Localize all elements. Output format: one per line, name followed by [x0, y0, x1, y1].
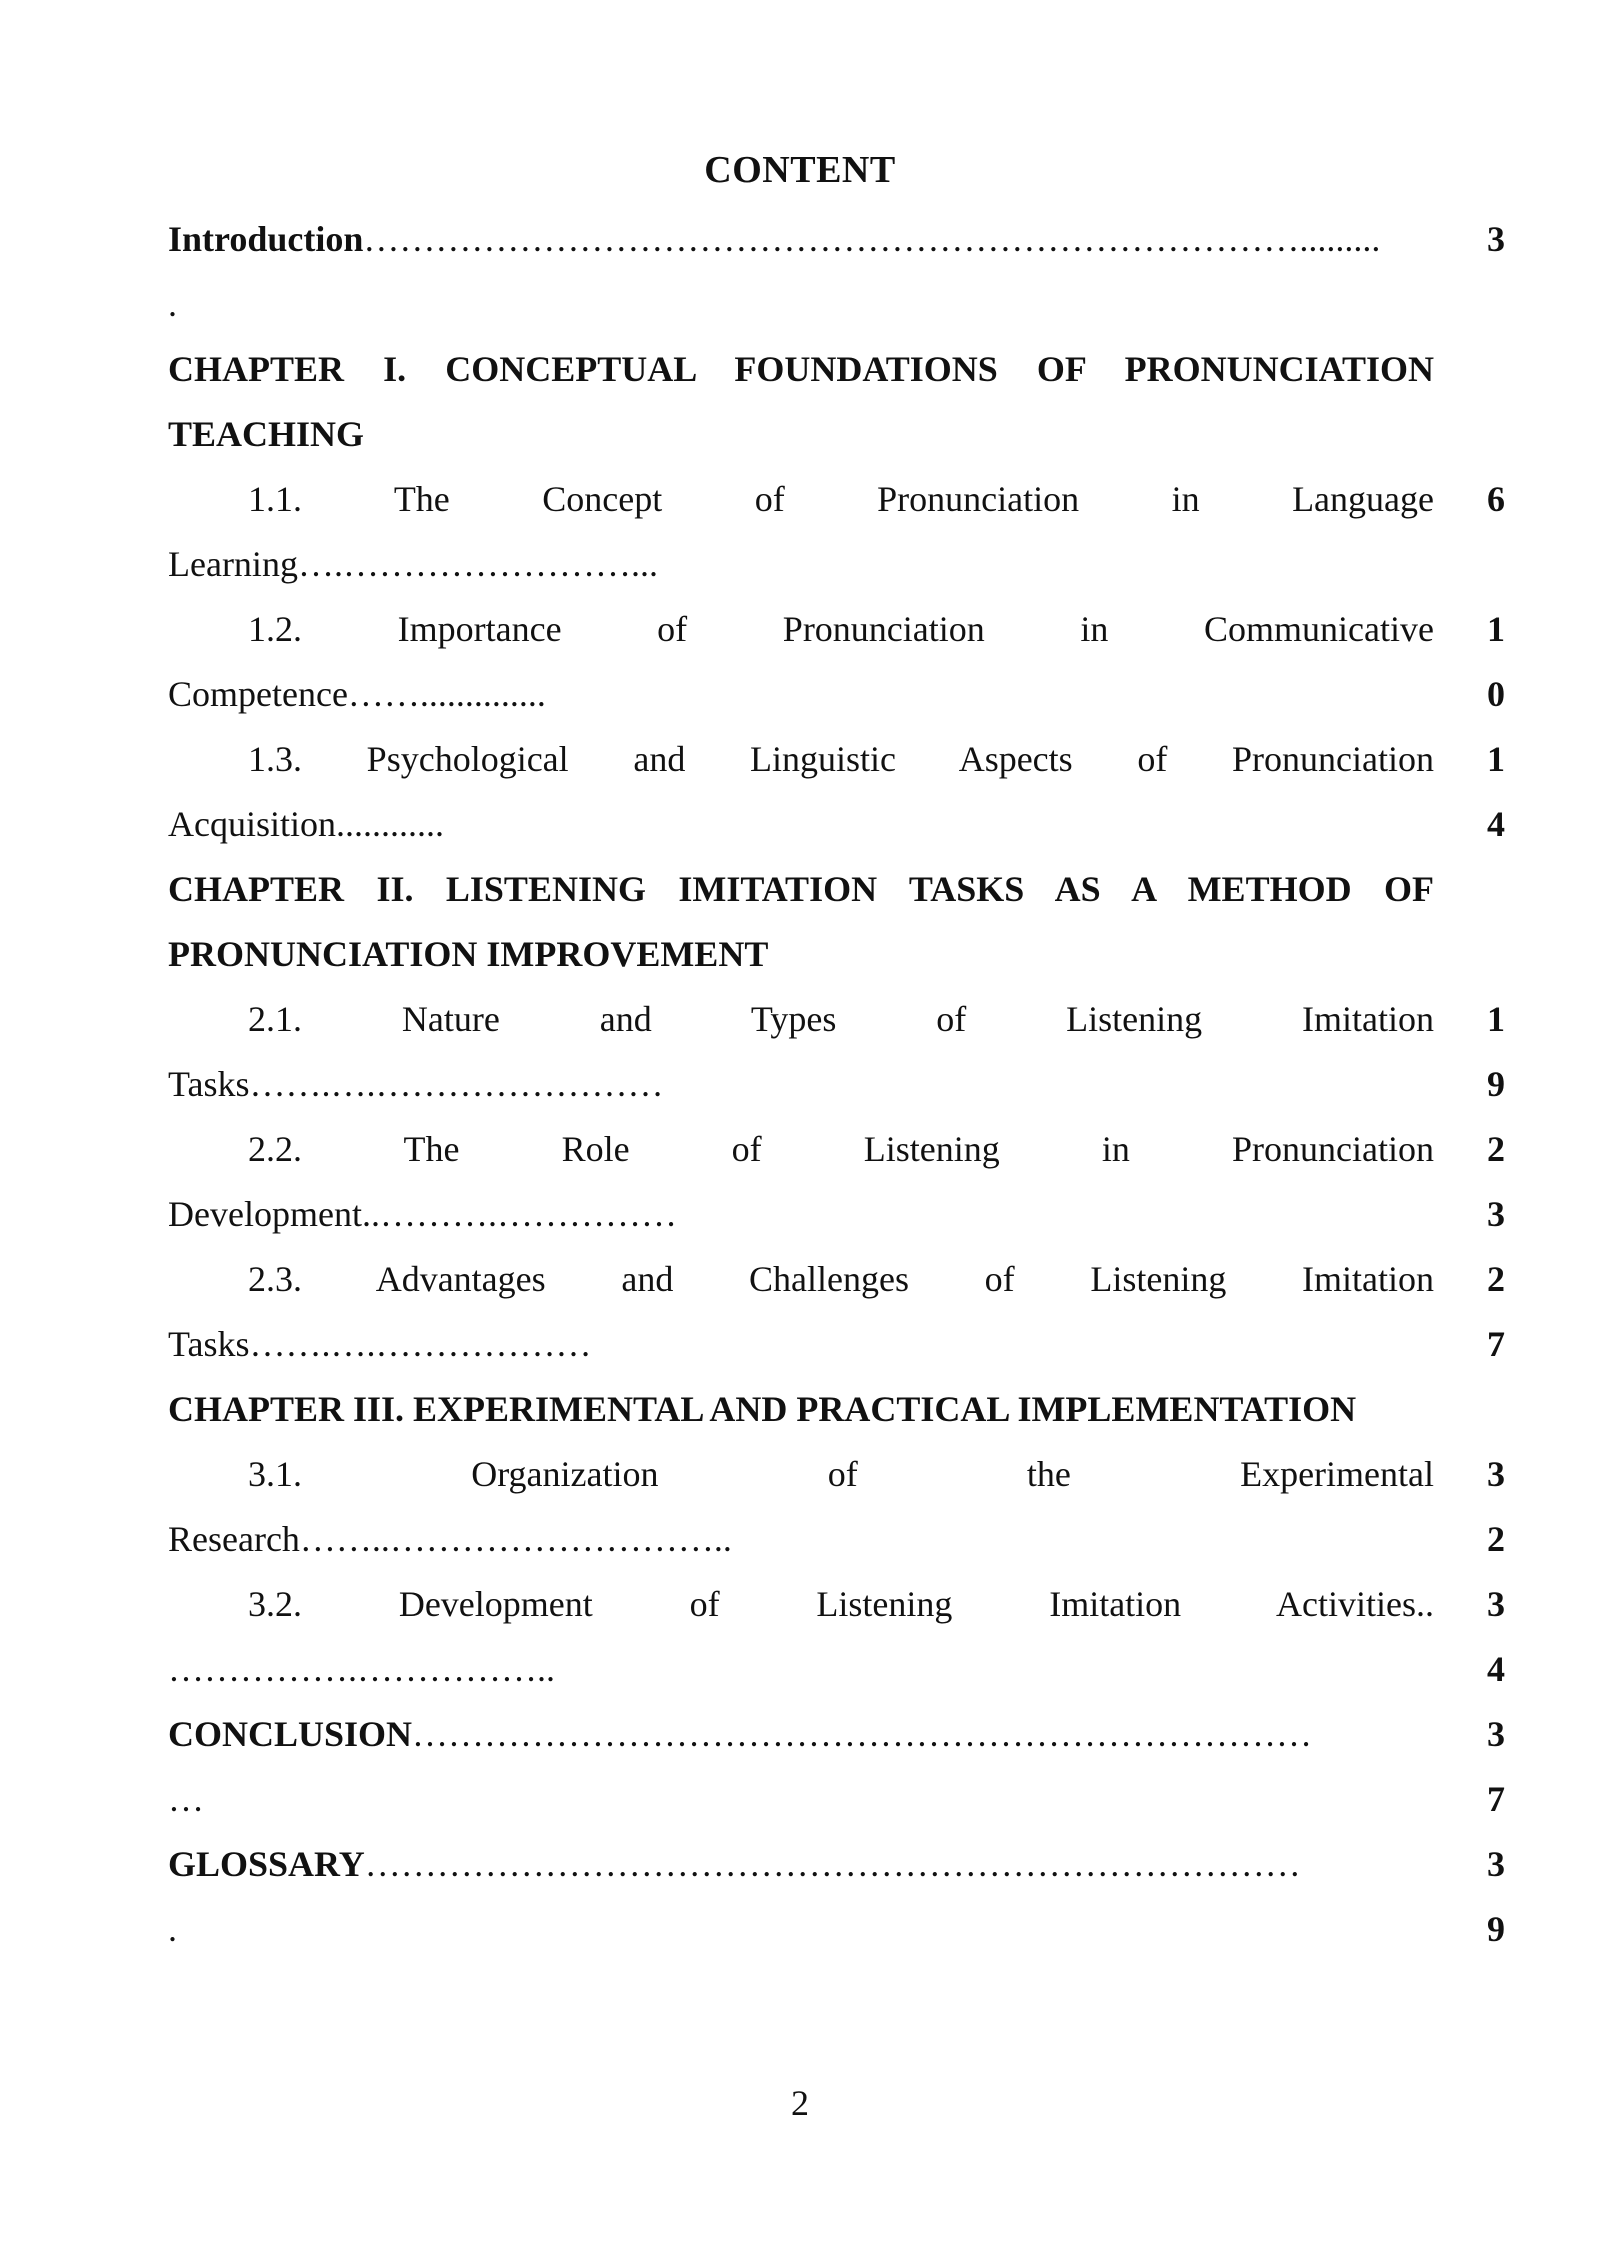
- page-ref: 3: [1487, 1714, 1505, 1754]
- page-ref: 2: [1487, 1129, 1505, 1169]
- toc-entry-2-3-continuation: Tasks…….….………………: [168, 1324, 592, 1364]
- toc-entry-2-1: 2.1. Nature and Types of Listening Imitation: [248, 999, 1434, 1039]
- chapter-heading-1-continuation: TEACHING: [168, 414, 365, 454]
- toc-title: CONTENT: [704, 149, 896, 191]
- page-ref: 1: [1487, 739, 1505, 779]
- toc-entry-continuation: .: [168, 1909, 177, 1949]
- toc-entry-1-3-continuation: Acquisition............: [168, 804, 444, 844]
- toc-entry-2-2: 2.2. The Role of Listening in Pronunciation: [248, 1129, 1434, 1169]
- page-ref: 4: [1487, 804, 1505, 844]
- toc-entry-1-1: 1.1. The Concept of Pronunciation in Language: [248, 479, 1434, 519]
- toc-entry-3-1: 3.1. Organization of the Experimental: [248, 1454, 1434, 1494]
- toc-entry-3-2: 3.2. Development of Listening Imitation Activities..: [248, 1584, 1434, 1624]
- toc-entry-continuation: .: [168, 284, 177, 324]
- page-ref: 1: [1487, 609, 1505, 649]
- toc-entry-2-1-continuation: Tasks…….….……………………: [168, 1064, 664, 1104]
- toc-entry-2-2-continuation: Development..……….……………: [168, 1194, 677, 1234]
- toc-entry-1-1-continuation: Learning….……………………...: [168, 544, 658, 584]
- page-ref: 9: [1487, 1909, 1505, 1949]
- page-ref: 0: [1487, 674, 1505, 714]
- page-ref: 3: [1487, 1584, 1505, 1624]
- toc-entry-3-1-continuation: Research……..………………………..: [168, 1519, 732, 1559]
- chapter-heading-2: CHAPTER II. LISTENING IMITATION TASKS AS A METHOD OF: [168, 869, 1434, 909]
- toc-entry-conclusion: [168, 1701, 1434, 1767]
- page-ref: 3: [1487, 1454, 1505, 1494]
- page-ref: 3: [1487, 1194, 1505, 1234]
- toc-entry-1-2: 1.2. Importance of Pronunciation in Communicative: [248, 609, 1434, 649]
- chapter-heading-1: CHAPTER I. CONCEPTUAL FOUNDATIONS OF PRONUNCIATION: [168, 349, 1434, 389]
- toc-entry-3-2-continuation: …………….……………..: [168, 1649, 555, 1689]
- toc-entry-introduction: [168, 206, 1434, 272]
- page-number: 2: [791, 2083, 809, 2123]
- page-ref: 6: [1487, 479, 1505, 519]
- page-ref: 4: [1487, 1649, 1505, 1689]
- page-ref: 1: [1487, 999, 1505, 1039]
- introduction-label: Introduction: [168, 219, 364, 259]
- toc-entry-continuation: …: [168, 1779, 204, 1819]
- toc-entry-glossary: [168, 1831, 1434, 1897]
- chapter-heading-3: CHAPTER III. EXPERIMENTAL AND PRACTICAL IMPLEMENTATION: [168, 1389, 1357, 1429]
- page-ref: 7: [1487, 1324, 1505, 1364]
- leader-dots: …………………………………………………………………….........: [363, 219, 1381, 259]
- glossary-label: GLOSSARY: [168, 1844, 365, 1884]
- page-ref: 9: [1487, 1064, 1505, 1104]
- leader-dots: ……………………………………………………………………: [364, 1844, 1301, 1884]
- toc-entry-2-3: 2.3. Advantages and Challenges of Listening Imitation: [248, 1259, 1434, 1299]
- page-ref: 2: [1487, 1519, 1505, 1559]
- page-ref: 2: [1487, 1259, 1505, 1299]
- page-ref: 3: [1487, 219, 1505, 259]
- toc-entry-1-3: 1.3. Psychological and Linguistic Aspects of Pronunciation: [248, 739, 1434, 779]
- chapter-heading-2-continuation: PRONUNCIATION IMPROVEMENT: [168, 934, 769, 974]
- page-ref: 3: [1487, 1844, 1505, 1884]
- leader-dots: …………………………………………………………………: [412, 1714, 1313, 1754]
- toc-entry-1-2-continuation: Competence……..............: [168, 674, 546, 714]
- conclusion-label: CONCLUSION: [168, 1714, 413, 1754]
- page-ref: 7: [1487, 1779, 1505, 1819]
